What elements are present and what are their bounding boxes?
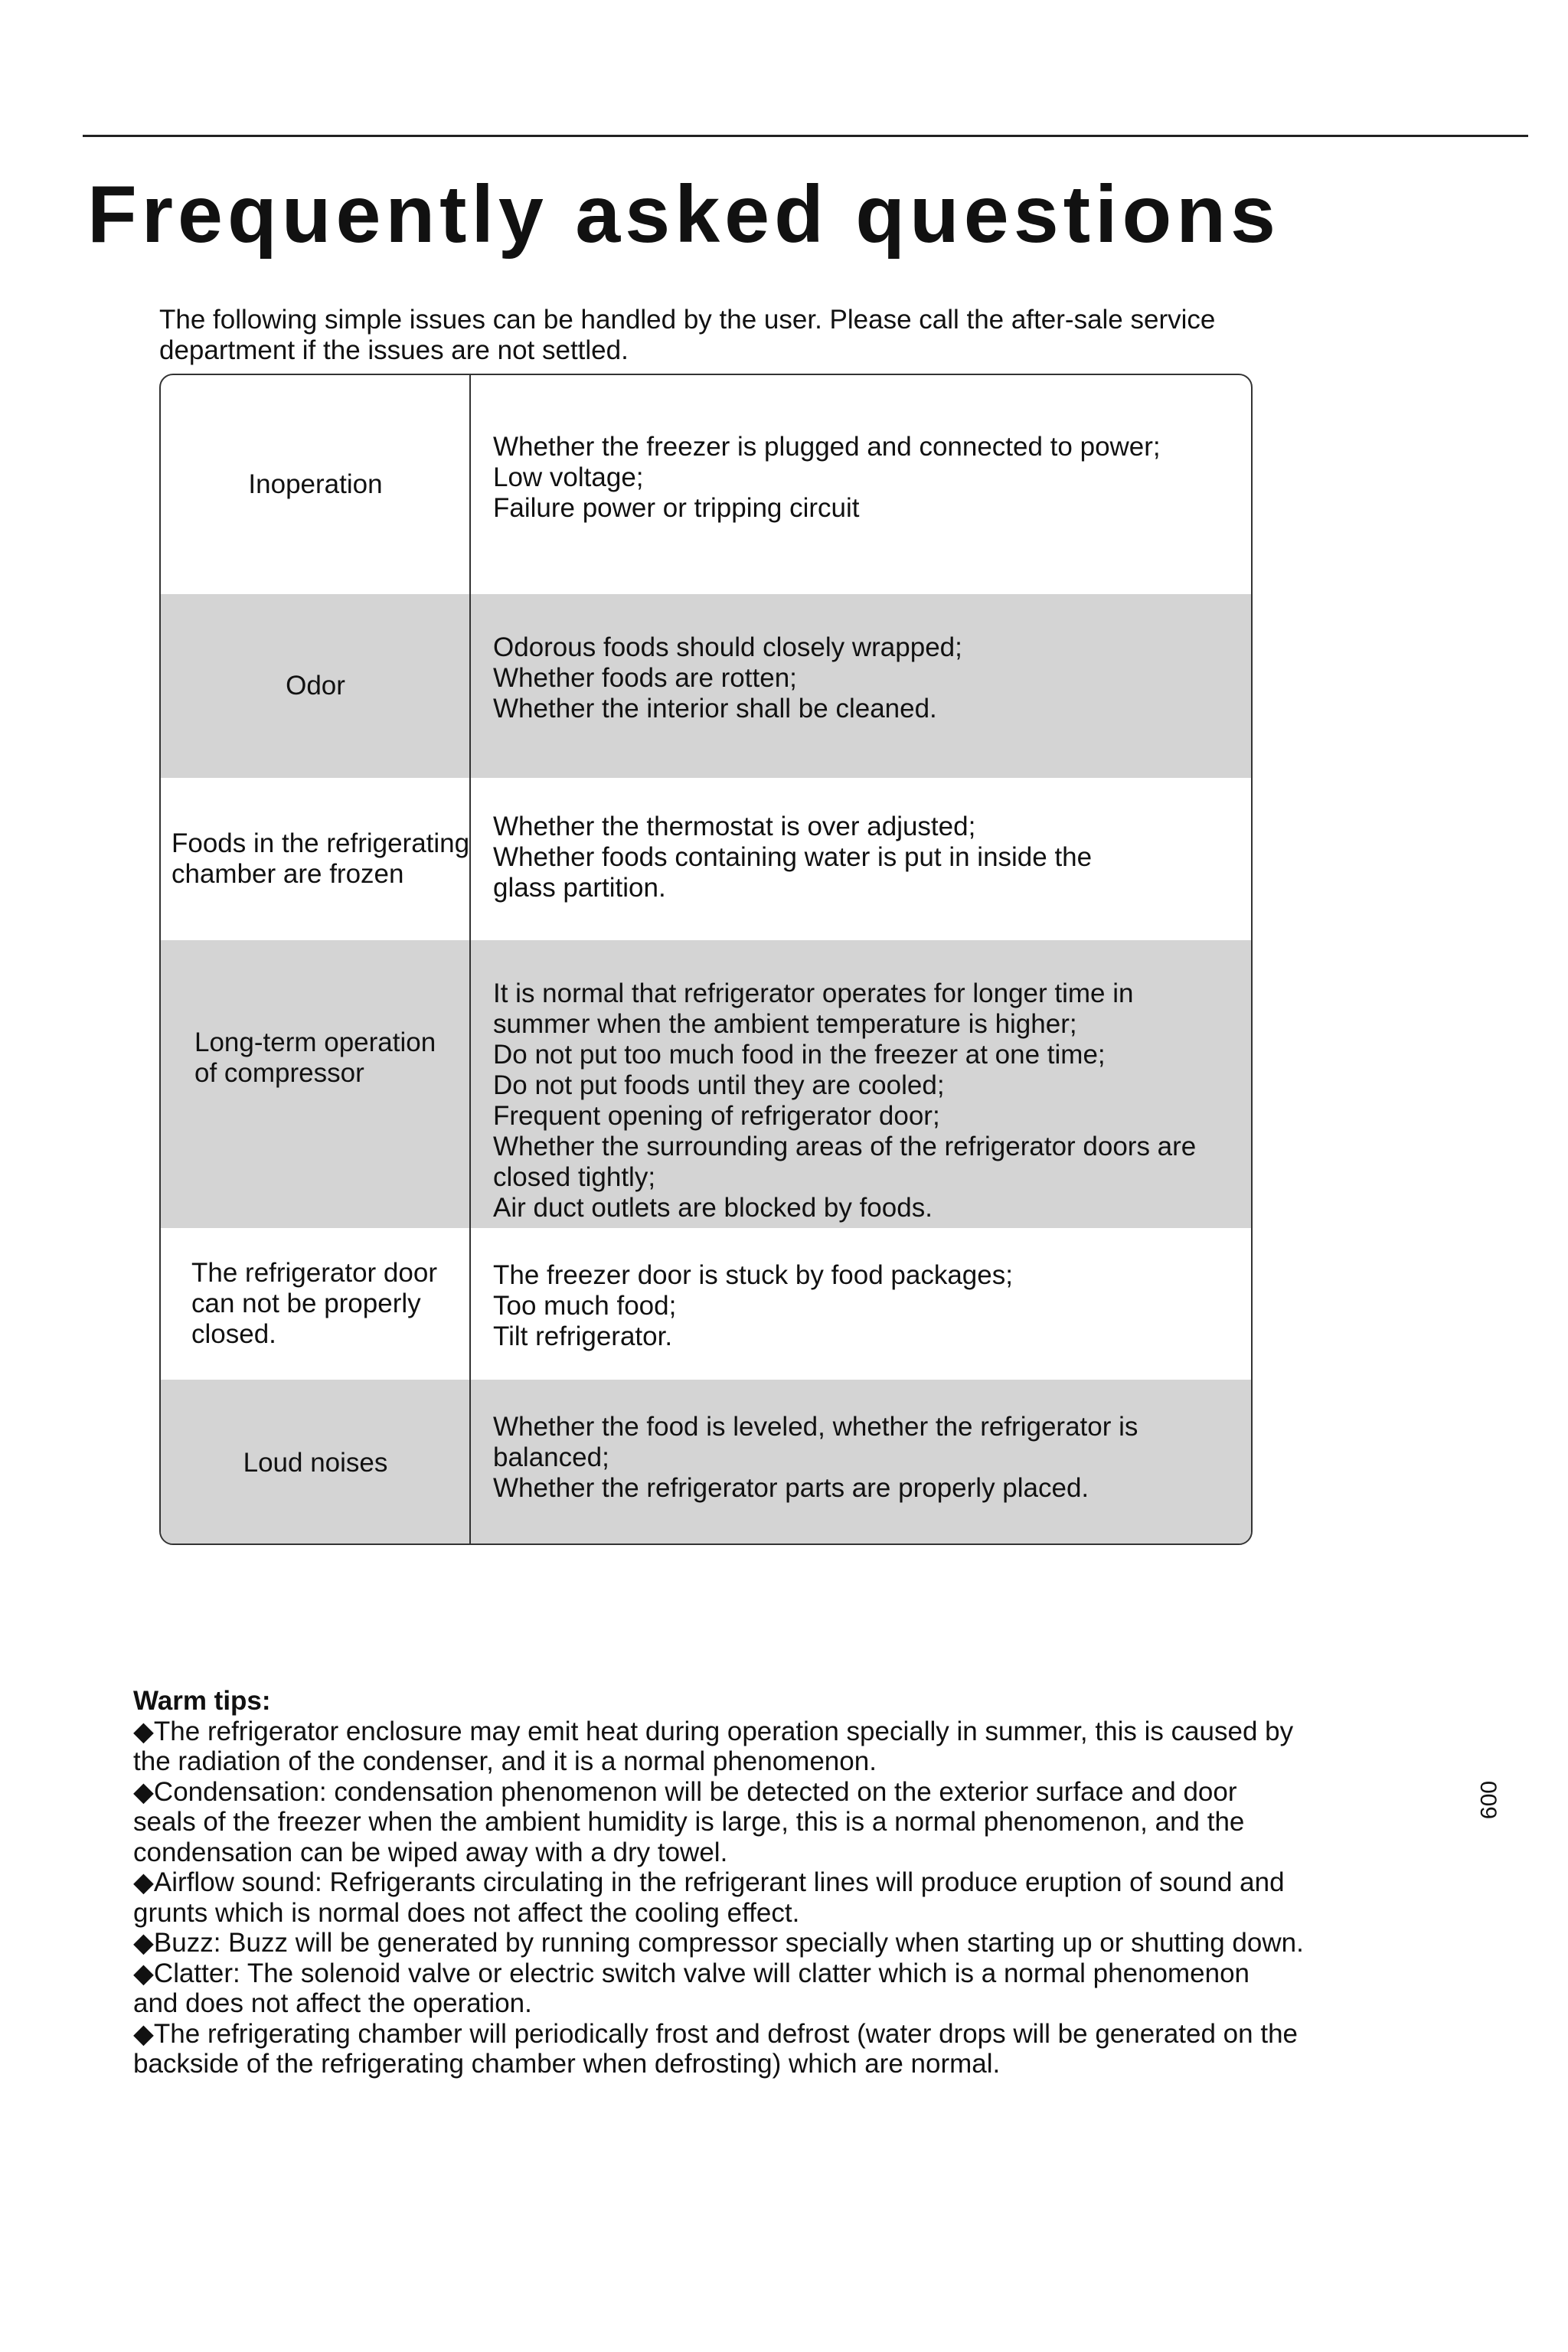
- faq-solution-line: It is normal that refrigerator operates for longer time in: [493, 978, 1134, 1008]
- faq-solution-line: Whether foods are rotten;: [493, 663, 797, 693]
- faq-row-compressor: [161, 940, 1251, 1228]
- faq-solution: [470, 940, 1251, 1228]
- faq-issue-line: Inoperation: [248, 469, 383, 499]
- intro-line: department if the issues are not settled.: [159, 335, 629, 365]
- faq-solution-line: Tilt refrigerator.: [493, 1321, 673, 1351]
- faq-issue-line: Long-term operation: [194, 1027, 436, 1057]
- faq-solution: [470, 1228, 1251, 1380]
- warm-tips-line: grunts which is normal does not affect the cooling effect.: [133, 1897, 800, 1928]
- faq-solution: [470, 594, 1251, 778]
- warm-tips-line: ◆Buzz: Buzz will be generated by running compressor specially when starting up or shutting down.: [133, 1928, 1304, 1958]
- faq-solution-line: Do not put foods until they are cooled;: [493, 1070, 945, 1100]
- faq-solution-line: Low voltage;: [493, 462, 644, 492]
- page-number: 009: [1475, 1780, 1501, 1820]
- faq-solution-line: Whether the interior shall be cleaned.: [493, 694, 937, 724]
- faq-solution-line: glass partition.: [493, 873, 666, 903]
- faq-issue: [161, 375, 470, 594]
- faq-solution-line: balanced;: [493, 1442, 609, 1472]
- faq-issue-line: Foods in the refrigerating: [172, 828, 470, 858]
- faq-issue: [161, 594, 470, 778]
- warm-tips-line: ◆Clatter: The solenoid valve or electric switch valve will clatter which is a normal phenomenon: [133, 1958, 1250, 1988]
- warm-tips-line: ◆The refrigerator enclosure may emit heat during operation specially in summer, this is caused by: [133, 1716, 1294, 1746]
- faq-solution-line: summer when the ambient temperature is higher;: [493, 1009, 1077, 1039]
- faq-solution-line: Frequent opening of refrigerator door;: [493, 1101, 940, 1131]
- warm-tips-line: backside of the refrigerating chamber when defrosting) which are normal.: [133, 2049, 1001, 2079]
- faq-issue: [161, 1228, 470, 1380]
- faq-solution-line: Too much food;: [493, 1291, 677, 1321]
- faq-issue: [161, 1380, 470, 1545]
- faq-issue-line: Loud noises: [243, 1448, 388, 1478]
- warm-tips-line: ◆Condensation: condensation phenomenon will be detected on the exterior surface and door: [133, 1776, 1237, 1807]
- column-divider: [469, 375, 471, 1544]
- warm-tips-line: the radiation of the condenser, and it is a normal phenomenon.: [133, 1746, 877, 1776]
- warm-tips-heading: Warm tips:: [133, 1686, 271, 1716]
- faq-solution-line: Whether the refrigerator parts are properly placed.: [493, 1473, 1089, 1503]
- faq-solution-line: Do not put too much food in the freezer at one time;: [493, 1040, 1106, 1070]
- faq-solution-line: Whether the surrounding areas of the refrigerator doors are: [493, 1132, 1197, 1161]
- faq-solution: [470, 1380, 1251, 1545]
- faq-issue: [161, 778, 470, 940]
- faq-table: [159, 374, 1253, 1545]
- faq-solution-line: Air duct outlets are blocked by foods.: [493, 1193, 933, 1223]
- faq-solution-line: The freezer door is stuck by food packages;: [493, 1260, 1013, 1290]
- faq-issue-line: of compressor: [194, 1058, 364, 1088]
- faq-solution-line: Whether the thermostat is over adjusted;: [493, 812, 976, 841]
- faq-issue-line: Odor: [286, 671, 345, 701]
- faq-issue-line: closed.: [191, 1319, 276, 1349]
- faq-solution-line: Whether the freezer is plugged and connected to power;: [493, 432, 1161, 462]
- faq-issue-line: chamber are frozen: [172, 859, 404, 889]
- faq-solution-line: Odorous foods should closely wrapped;: [493, 632, 962, 662]
- faq-issue: [161, 940, 470, 1228]
- faq-row-door: [161, 1228, 1251, 1380]
- faq-solution-line: closed tightly;: [493, 1162, 656, 1192]
- warm-tips-line: ◆The refrigerating chamber will periodically frost and defrost (water drops will be generated on the: [133, 2018, 1298, 2049]
- page-title: Frequently asked questions: [87, 169, 1280, 260]
- faq-solution: [470, 375, 1251, 594]
- faq-row-noise: [161, 1380, 1251, 1545]
- faq-row-odor: [161, 594, 1251, 778]
- intro-text: [159, 305, 1308, 366]
- faq-solution-line: Failure power or tripping circuit: [493, 493, 860, 523]
- warm-tips-line: condensation can be wiped away with a dry towel.: [133, 1837, 728, 1867]
- faq-solution-line: Whether foods containing water is put in inside the: [493, 842, 1093, 872]
- faq-solution: [470, 778, 1251, 940]
- faq-row-foods-frozen: [161, 778, 1251, 940]
- faq-issue-line: The refrigerator door: [191, 1258, 437, 1288]
- warm-tips-line: ◆Airflow sound: Refrigerants circulating in the refrigerant lines will produce eruption of sound and: [133, 1867, 1285, 1897]
- faq-solution-line: Whether the food is leveled, whether the refrigerator is: [493, 1412, 1138, 1442]
- faq-row-inoperation: [161, 375, 1251, 594]
- warm-tips-line: and does not affect the operation.: [133, 1988, 532, 2018]
- faq-issue-line: can not be properly: [191, 1289, 421, 1318]
- warm-tips-line: seals of the freezer when the ambient humidity is large, this is a normal phenomenon, and the: [133, 1807, 1245, 1837]
- intro-line: The following simple issues can be handled by the user. Please call the after-sale service: [159, 305, 1216, 335]
- warm-tips: [133, 1686, 1343, 2079]
- top-rule: [83, 135, 1528, 137]
